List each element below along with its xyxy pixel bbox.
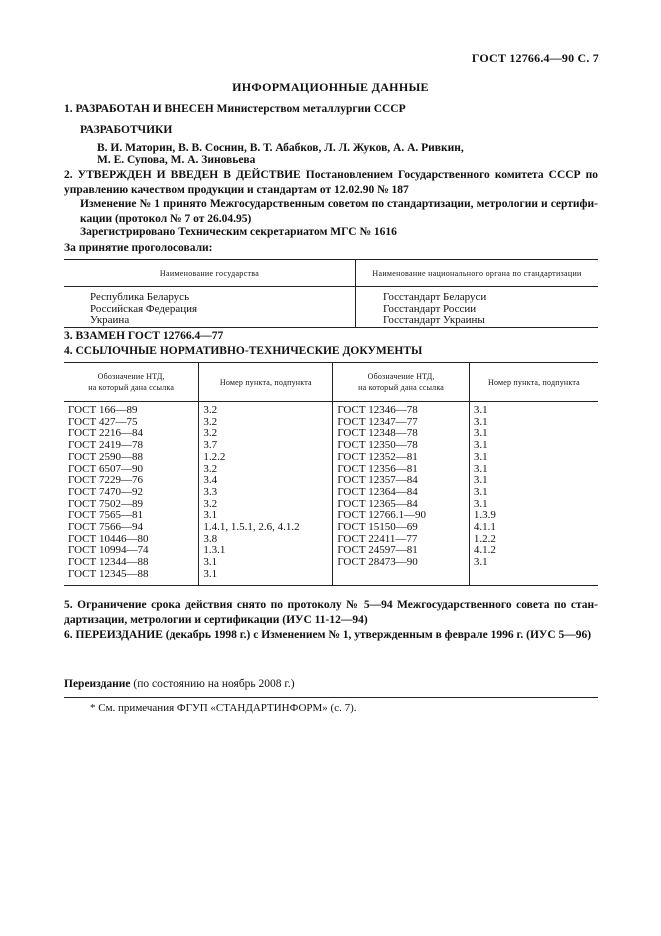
ref-clause: 3.1 xyxy=(199,510,333,522)
item-1-text: Министерством металлургии СССР xyxy=(213,103,406,115)
table-row xyxy=(64,287,598,304)
ref-doc: ГОСТ 12365—84 xyxy=(333,499,470,511)
ref-clause: 3.1 xyxy=(473,462,488,475)
ref-clause: 1.3.1 xyxy=(199,545,333,557)
table-row xyxy=(64,402,598,417)
ref-doc: ГОСТ 10446—80 xyxy=(64,534,199,546)
item-4: 4. ССЫЛОЧНЫЕ НОРМАТИВНО-ТЕХНИЧЕСКИЕ ДОКУМЕНТЫ xyxy=(64,345,423,357)
states-table xyxy=(64,259,598,328)
ref-clause: 4.1.1 xyxy=(473,521,496,534)
ref-clause: 3.2 xyxy=(199,464,333,476)
ref-doc: ГОСТ 7229—76 xyxy=(64,475,199,487)
references-body xyxy=(64,402,598,586)
ref-doc: ГОСТ 2216—84 xyxy=(64,428,199,440)
ref-doc: ГОСТ 28473—90 xyxy=(333,557,470,569)
ref-clause: 3.2 xyxy=(199,402,333,417)
ref-clause: 3.4 xyxy=(199,475,333,487)
ref-doc: ГОСТ 12346—78 xyxy=(333,402,470,417)
refs-col-doc-1-line2: на который дана ссылка xyxy=(88,383,175,392)
table-row xyxy=(64,440,598,452)
ref-clause: 1.4.1, 1.5.1, 2.6, 4.1.2 xyxy=(199,522,333,534)
reissue-bold: Переиздание xyxy=(64,678,131,690)
refs-col-clause-1: Номер пункта, подпункта xyxy=(199,363,333,402)
refs-col-doc-1-line1: Обозначение НТД, xyxy=(97,372,165,381)
amendment-note: Изменение № 1 принято Межгосударственным советом по стандартизации, метрологии и сертификации (протокол № 7 от 26.04.95) xyxy=(80,198,598,225)
table-row xyxy=(64,464,598,476)
ref-clause: 1.3.9 xyxy=(473,509,496,522)
ref-doc: ГОСТ 7565—81 xyxy=(64,510,199,522)
developers-line-2: М. Е. Супова, М. А. Зиновьева xyxy=(97,154,256,166)
ref-doc: ГОСТ 24597—81 xyxy=(333,545,470,557)
ref-clause: 3.1 xyxy=(473,415,488,428)
item-3: 3. ВЗАМЕН ГОСТ 12766.4—77 xyxy=(64,330,224,342)
voted-label: За принятие проголосовали: xyxy=(64,242,213,254)
ref-clause: 3.1 xyxy=(473,556,488,569)
table-row xyxy=(64,569,598,585)
table-row xyxy=(64,510,598,522)
item-1-bold: 1. РАЗРАБОТАН И ВНЕСЕН xyxy=(64,103,214,115)
ref-clause: 3.3 xyxy=(199,487,333,499)
ref-doc xyxy=(333,569,470,585)
ref-clause: 3.7 xyxy=(199,440,333,452)
reissue-text: (по состоянию на ноябрь 2008 г.) xyxy=(130,678,295,690)
ref-doc: ГОСТ 15150—69 xyxy=(333,522,470,534)
table-row xyxy=(64,475,598,487)
item-1 xyxy=(64,102,406,117)
ref-doc: ГОСТ 12347—77 xyxy=(333,417,470,429)
ref-doc: ГОСТ 10994—74 xyxy=(64,545,199,557)
ref-doc: ГОСТ 2419—78 xyxy=(64,440,199,452)
developers-line-1: В. И. Маторин, В. В. Соснин, В. Т. Абабков, Л. Л. Жуков, А. А. Ривкин, xyxy=(97,142,464,154)
table-row xyxy=(64,487,598,499)
ref-clause xyxy=(469,569,598,585)
state-body: Госстандарт Украины xyxy=(356,315,599,327)
states-col-state: Наименование государства xyxy=(64,260,356,287)
table-row xyxy=(64,304,598,316)
ref-clause: 3.1 xyxy=(473,474,488,487)
ref-doc: ГОСТ 2590—88 xyxy=(64,452,199,464)
table-row xyxy=(64,452,598,464)
ref-doc: ГОСТ 7566—94 xyxy=(64,522,199,534)
table-row xyxy=(64,522,598,534)
table-row xyxy=(64,417,598,429)
ref-doc: ГОСТ 12364—84 xyxy=(333,487,470,499)
ref-doc: ГОСТ 7502—89 xyxy=(64,499,199,511)
state-body: Госстандарт России xyxy=(383,302,477,315)
ref-doc: ГОСТ 6507—90 xyxy=(64,464,199,476)
refs-col-doc-2 xyxy=(333,363,470,402)
ref-clause: 3.1 xyxy=(199,557,333,569)
ref-clause: 3.1 xyxy=(199,569,333,585)
refs-col-clause-2: Номер пункта, подпункта xyxy=(469,363,598,402)
ref-clause: 3.1 xyxy=(473,439,488,452)
ref-doc: ГОСТ 12345—88 xyxy=(64,569,199,585)
ref-clause: 3.1 xyxy=(473,450,488,463)
item-2-bold: 2. УТВЕРЖДЕН И ВВЕДЕН В ДЕЙСТВИЕ xyxy=(64,169,301,181)
ref-clause: 1.2.2 xyxy=(199,452,333,464)
ref-doc: ГОСТ 427—75 xyxy=(64,417,199,429)
state-name: Украина xyxy=(64,315,356,327)
reissue-note xyxy=(64,677,295,692)
ref-doc: ГОСТ 166—89 xyxy=(64,402,199,417)
refs-col-doc-1 xyxy=(64,363,199,402)
item-2 xyxy=(64,168,598,198)
table-row xyxy=(64,428,598,440)
ref-doc: ГОСТ 12356—81 xyxy=(333,464,470,476)
page-title: ИНФОРМАЦИОННЫЕ ДАННЫЕ xyxy=(232,80,429,94)
ref-clause: 3.1 xyxy=(473,497,488,510)
page-header: ГОСТ 12766.4—90 С. 7 xyxy=(471,51,599,65)
registration-note: Зарегистрировано Техническим секретариатом МГС № 1616 xyxy=(80,226,397,238)
references-table xyxy=(64,362,598,586)
ref-doc: ГОСТ 12350—78 xyxy=(333,440,470,452)
ref-clause: 3.1 xyxy=(473,404,488,416)
ref-doc: ГОСТ 22411—77 xyxy=(333,534,470,546)
footnote-divider xyxy=(64,697,598,698)
ref-doc: ГОСТ 12352—81 xyxy=(333,452,470,464)
ref-doc: ГОСТ 12344—88 xyxy=(64,557,199,569)
ref-clause: 3.2 xyxy=(199,499,333,511)
ref-clause: 3.2 xyxy=(199,428,333,440)
ref-clause: 1.2.2 xyxy=(473,532,496,545)
ref-clause: 3.1 xyxy=(473,427,488,440)
table-row xyxy=(64,499,598,511)
state-body: Госстандарт Беларуси xyxy=(383,291,487,303)
developers-label: РАЗРАБОТЧИКИ xyxy=(80,124,173,136)
footnote: * См. примечания ФГУП «СТАНДАРТИНФОРМ» (с. 7). xyxy=(90,702,357,714)
ref-doc: ГОСТ 7470—92 xyxy=(64,487,199,499)
item-2-text: Постановлением Государственного комитета СССР по управлению качеством продукции и стандартам от 12.02.90 № 187 xyxy=(64,169,598,196)
ref-doc: ГОСТ 12348—78 xyxy=(333,428,470,440)
table-row xyxy=(64,315,598,327)
refs-col-doc-2-line2: на который дана ссылка xyxy=(358,383,445,392)
refs-col-doc-2-line1: Обозначение НТД, xyxy=(367,372,435,381)
ref-clause: 4.1.2 xyxy=(473,544,496,557)
ref-doc: ГОСТ 12357—84 xyxy=(333,475,470,487)
ref-clause: 3.1 xyxy=(473,485,488,498)
item-6: 6. ПЕРЕИЗДАНИЕ (декабрь 1998 г.) с Изменением № 1, утвержденным в феврале 1996 г. (ИУС 5—96) xyxy=(64,629,592,641)
item-5: 5. Ограничение срока действия снято по протоколу № 5—94 Межгосударственного совета по стандартизации, метрологии и сертификации (ИУС 11-12—94) xyxy=(64,599,598,626)
ref-doc: ГОСТ 12766.1—90 xyxy=(333,510,470,522)
states-col-body: Наименование национального органа по стандартизации xyxy=(356,260,599,287)
ref-clause: 3.8 xyxy=(199,534,333,546)
state-name: Российская Федерация xyxy=(64,304,356,316)
ref-clause: 3.2 xyxy=(199,417,333,429)
state-name: Республика Беларусь xyxy=(64,287,356,304)
